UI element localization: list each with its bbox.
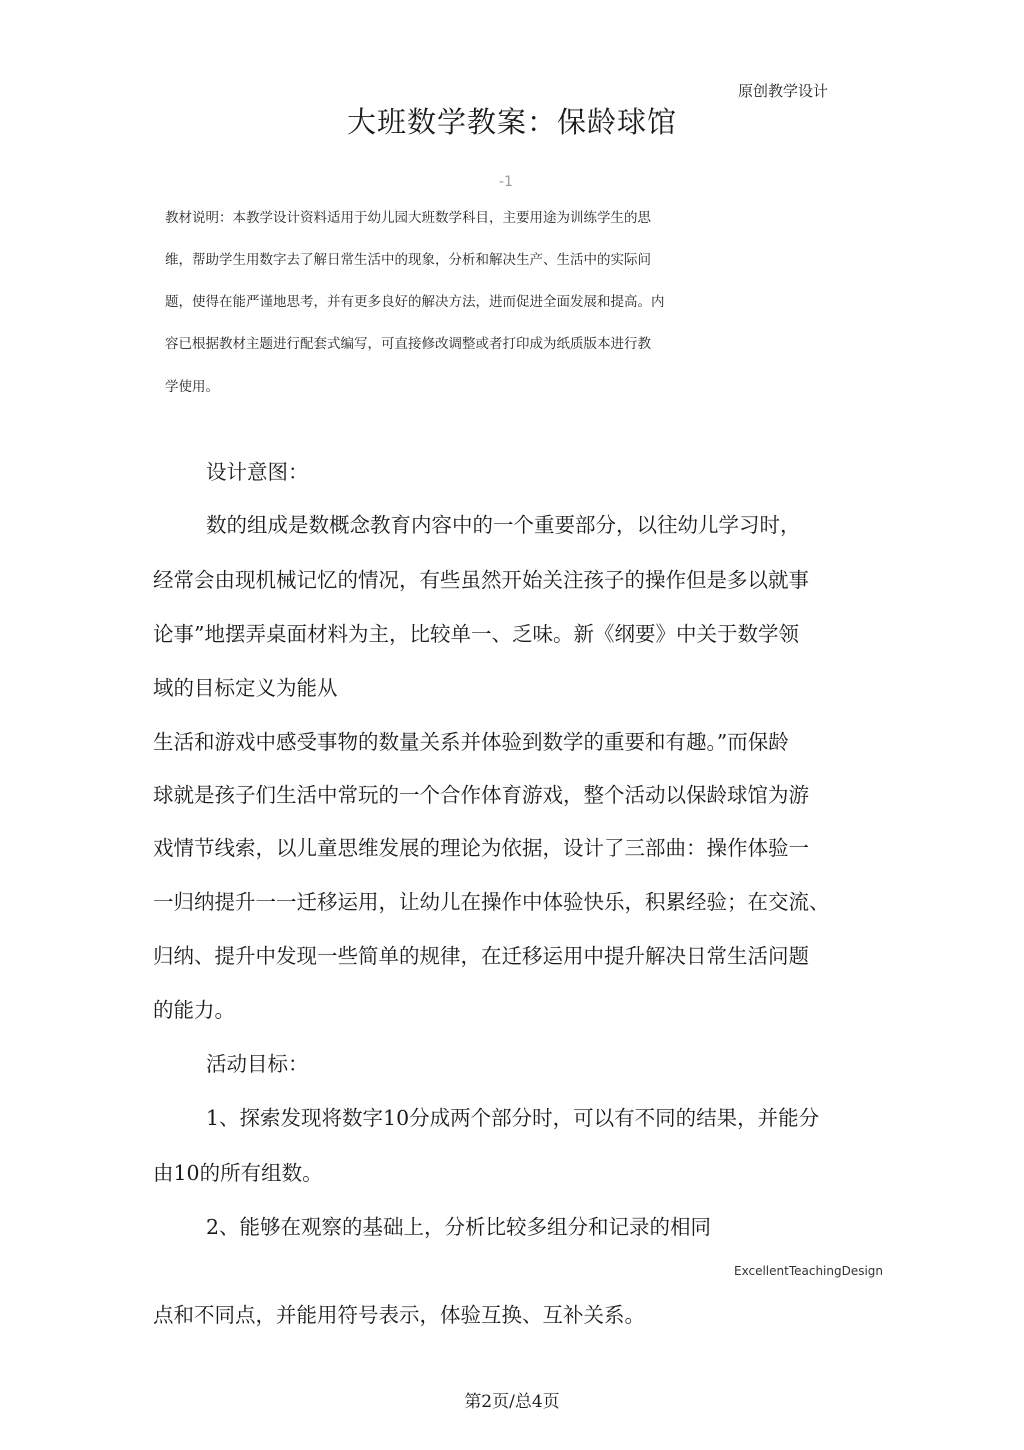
paragraph-line: 数的组成是数概念教育内容中的一个重要部分，以往幼儿学习时， [206,513,801,537]
goal-line: 点和不同点，并能用符号表示，体验互换、互补关系。 [153,1303,645,1327]
paragraph-line: 生活和游戏中感受事物的数量关系并体验到数学的重要和有趣。”而保龄 [153,730,789,754]
page-number: 第2页/总4页 [464,1392,560,1412]
document-title: 大班数学教案：保龄球馆 [346,105,677,139]
note-line: 维，帮助学生用数字去了解日常生活中的现象，分析和解决生产、生活中的实际问 [165,252,651,268]
paragraph-line: 一归纳提升一一迁移运用，让幼儿在操作中体验快乐，积累经验；在交流、 [153,890,830,914]
header-tag: 原创教学设计 [738,82,829,100]
note-line: 容已根据教材主题进行配套式编写，可直接修改调整或者打印成为纸质版本进行教 [165,336,651,352]
note-line: 题，使得在能严谨地思考，并有更多良好的解决方法，进而促进全面发展和提高。内 [165,294,665,310]
goal-line: 2、能够在观察的基础上，分析比较多组分和记录的相同 [206,1215,712,1239]
footer-tag: ExcellentTeachingDesign [734,1264,884,1278]
goal-line: 由10的所有组数。 [153,1161,323,1185]
paragraph-line: 经常会由现机械记忆的情况，有些虽然开始关注孩子的操作但是多以就事 [153,568,809,592]
paragraph-line: 域的目标定义为能从 [153,676,338,700]
note-line: 教材说明：本教学设计资料适用于幼儿园大班数学科目，主要用途为训练学生的思 [165,210,651,226]
goal-line: 1、探索发现将数字10分成两个部分时，可以有不同的结果，并能分 [206,1106,820,1130]
paragraph-line: 论事”地摆弄桌面材料为主，比较单一、乏味。新《纲要》中关于数学领 [153,622,799,646]
paragraph-line: 球就是孩子们生活中常玩的一个合作体育游戏，整个活动以保龄球馆为游 [153,783,809,807]
design-heading: 设计意图： [206,460,309,484]
goals-heading: 活动目标： [206,1052,309,1076]
paragraph-line: 归纳、提升中发现一些简单的规律，在迁移运用中提升解决日常生活问题 [153,944,809,968]
page-mark: -1 [499,174,513,190]
paragraph-line: 戏情节线索，以儿童思维发展的理论为依据，设计了三部曲：操作体验一 [153,836,809,860]
paragraph-line: 的能力。 [153,998,235,1022]
note-line: 学使用。 [165,379,219,395]
